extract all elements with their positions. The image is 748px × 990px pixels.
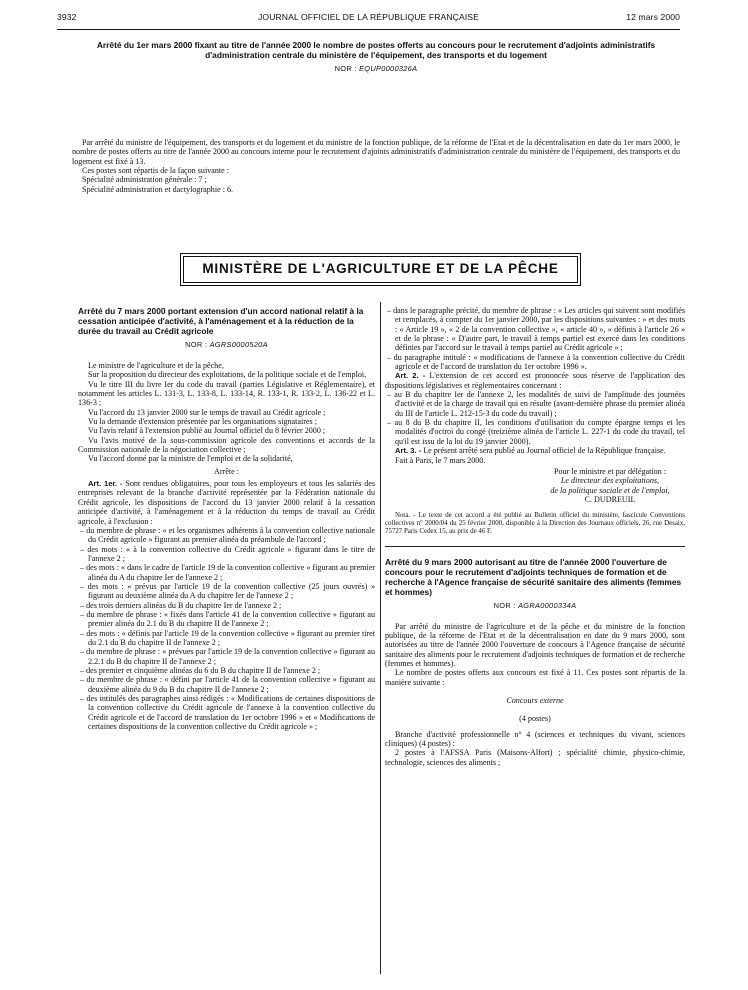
article-text: Le présent arrêté sera publié au Journal officiel de la République française. [423,446,666,456]
paragraph: Vu l'accord du 13 janvier 2000 sur le temps de travail au Crédit agricole ; [88,407,326,417]
article-text: L'extension de cet accord est prononcée sous réserve de l'application des dispositions législatives et réglementaires concernant : [385,371,685,390]
list-item: – du membre de phrase : « prévues par l'article 19 de la convention collective » figurant au 2.2.1 du B du chapitre II de l'annexe 2 ; [80,647,375,666]
paragraph: Spécialité administration générale : 7 ; [82,175,207,185]
list-item-text: des mots : « dans le cadre de l'article 19 de la convention collective » figurant au premier alinéa du A du chapitre Ier de l'annexe 2 ; [86,563,375,582]
nor-reference [72,64,680,73]
journal-title: JOURNAL OFFICIEL DE LA RÉPUBLIQUE FRANÇAISE [258,12,479,22]
paragraph: Sur la proposition du directeur des exploitations, de la politique sociale et de l'emploi, [88,370,367,380]
list-item: – du paragraphe intitulé : « modifications de l'annexe à la convention collective du Crédit agricole et de l'accord de translation du 1er octobre 1996 ». [387,352,685,372]
list-item-text: du membre de phrase : « fixés dans l'article 41 de la convention collective » figurant au premier alinéa du 2.1 du B du chapitre II de l'annexe 2 ; [86,609,376,629]
list-item-text: au 8 du B du chapitre II, les conditions d'utilisation du compte épargne temps et les modalités d'octroi du congé (treizième alinéa de l'article L. 227-1 du code du travail, tel qu'il est issu de la loi du 19 janvier 2000). [394,418,685,446]
list-item: – au 8 du B du chapitre II, les conditions d'utilisation du compte épargne temps et les modalités d'octroi du congé (treizième alinéa de l'article L. 227-1 du code du travail, tel qu'il est issu de la loi du 19 janvier 2000). [387,418,685,446]
running-header [57,12,680,26]
list-item-text: des intitulés des paragraphes ainsi rédigés : « Modifications de certaines dispositions de la convention collective du Crédit agricole de l'annexe à la convention collective du Crédit agricole et de l'accord de translation du 1er octobre 1996 » et « Modifications de certaines dispositions de la convention collective du Crédit agricole » ; [86,694,375,732]
nor-code: AGRA0000334A [518,600,577,610]
list-item: – du membre de phrase : « défini par l'article 41 de la convention collective » figurant au deuxième alinéa du 9 du B du chapitre II de l'annexe 2 ; [80,675,375,694]
article-text: Sont rendues obligatoires, pour tous les employeurs et tous les salariés des entreprises relevant de la branche d'activité représentée par la Fédération nationale du Crédit agricole, les dispositions de l'accord du 13 janvier 2000 relatif à la cessation anticipée d'activité, à l'aménagement et à la réduction du temps de travail au Crédit agricole, à l'exclusion : [78,479,375,526]
list-item-text: au B du chapitre Ier de l'annexe 2, les modalités de suivi de l'amplitude des journées d'activité et de la charge de travail qui en résulte (avant-dernière phrase du premier alinéa du III de l'article L. 212-15-3 du code du travail) ; [394,390,685,418]
list-item: – au B du chapitre Ier de l'annexe 2, les modalités de suivi de l'amplitude des journées d'activité et de la charge de travail qui en résulte (avant-dernière phrase du premier alinéa du III de l'article L. 212-15-3 du code du travail) ; [387,390,685,418]
article-label: Art. 1er. - [88,479,123,489]
section-title: Concours externe [506,695,564,705]
list-item-text: des mots : « prévus par l'article 19 de la convention collective (25 jours ouvrés) » figurant au deuxième alinéa du A du chapitre Ier de l'annexe 2 ; [87,581,375,601]
nota: Nota. - Le texte de cet accord a été publié au Bulletin officiel du ministère, fascicule Conventions collectives n° 2000/04 du 25 février 2000, disponible à la Direction des Journaux officiels, 26, rue Desaix, 75727 Paris Cedex 15, au prix de 46 F. [385,512,685,536]
list-item: – des trois derniers alinéas du B du chapitre Ier de l'annexe 2 ; [80,600,282,610]
arrete-label: Arrête : [214,466,239,476]
signature-line: Le directeur des exploitations, [560,476,660,486]
paragraph: Par arrêté du ministre de l'équipement, des transports et du logement et du ministre de la fonction publique, de la réforme de l'Etat et de la décentralisation en date du 1er mars 2000, le nombre de postes offerts au titre de l'année 2000 au concours interne pour le recrutement d'ajoints administratifs d'administration centrale du ministère de l'équipement, des transports et du logement est fixé à 13. [72,138,680,166]
article-3 [385,446,685,455]
page-number: 3932 [57,12,77,22]
nor-code: EQUP0000326A [359,64,418,73]
paragraph: Le nombre de postes offerts aux concours est fixé à 11. Ces postes sont répartis de la manière suivante : [385,668,685,687]
paragraph: Vu l'avis motivé de la sous-commission agricole des conventions et accords de la Commission nationale de la négociation collective ; [78,435,375,455]
list-item-text: du membre de phrase : « défini par l'article 41 de la convention collective » figurant au deuxième alinéa du 9 du B du chapitre II de l'annexe 2 ; [86,675,375,694]
paragraph: 2 postes à l'AFSSA Paris (Maisons-Alfort) ; spécialité chimie, physico-chimie, technologie, sciences des aliments ; [385,748,685,767]
issue-date: 12 mars 2000 [626,12,680,22]
paragraph: Par arrêté du ministre de l'agriculture et de la pêche et du ministre de la fonction publique, de la réforme de l'Etat et de la décentralisation en date du 9 mars 2000, sont autorisées au titre de l'année 2000 l'ouverture de concours à l'Agence française de sécurité sanitaire des aliments pour le recrutement d'adjoints techniques de formation et de recherche (femmes et hommes). [385,621,685,668]
article-2 [385,371,685,390]
decree-body [78,361,375,731]
list-item: – des intitulés des paragraphes ainsi rédigés : « Modifications de certaines dispositions de la convention collective du Crédit agricole de l'annexe à la convention collective du Crédit agricole et de l'accord de translation du 1er octobre 1996 » et « Modifications de certaines dispositions de la convention collective du Crédit agricole » ; [80,694,375,732]
paragraph: Branche d'activité professionnelle n° 4 (sciences et techniques du vivant, sciences cliniques) (4 postes) : [385,729,685,748]
list-item-text: du membre de phrase : « et les organismes adhérents à la convention collective nationale du Crédit agricole » figurant au premier alinéa du préambule de l'accord ; [86,525,375,545]
signature-line: de la politique sociale et de l'emploi, [550,485,670,495]
article-1 [78,479,375,526]
decree-title: Arrêté du 9 mars 2000 autorisant au titre de l'année 2000 l'ouverture de concours pour le recrutement d'adjoints techniques de formation et de recherche à l'Agence française de sécurité sanitaire des aliments (femmes et hommes) [385,556,682,597]
decree-body-continued [385,306,685,537]
decree-title: Arrêté du 1er mars 2000 fixant au titre de l'année 2000 le nombre de postes offerts au concours pour le recrutement d'adjoints administratifs d'administration centrale du ministère de l'équipement, des transports et du logement [96,40,656,60]
nor-code: AGRS0000520A [209,340,268,349]
paragraph: Vu le titre III du livre Ier du code du travail (parties Législative et Réglementaire), et notamment les articles L. 131-3, L. 133-8, L. 133-14, R. 133-1, R. 133-2, L. 136-22 et L. 136-3 ; [78,379,375,408]
nor-reference [78,340,375,349]
list-item-text: du membre de phrase : « prévues par l'article 19 de la convention collective » figurant au 2.2.1 du B du chapitre II de l'annexe 2 ; [86,647,375,666]
paragraph: Spécialité administration et dactylographie : 6. [82,184,234,194]
list-item-text: des mots : « à la convention collective du Crédit agricole » figurant dans le titre de l'annexe 2 ; [87,544,375,563]
ministry-heading-box [183,256,578,283]
decree-body [385,622,685,767]
article-label: Art. 3. - [395,446,422,456]
done-at: Fait à Paris, le 7 mars 2000. [395,455,486,465]
article-label: Art. 2. - [395,371,426,381]
nor-label: NOR : [493,600,516,610]
list-item-text: des mots : « définis par l'article 19 de la convention collective » figurant au premier tiret du 2.1 du B du chapitre II de l'annexe 2 ; [86,628,375,647]
signature-line: Pour le ministre et par délégation : [554,466,666,476]
signatory-name: C. DUDREUIL [584,494,636,504]
list-item: – du membre de phrase : « et les organismes adhérents à la convention collective nationale du Crédit agricole » figurant au premier alinéa du préambule de l'accord ; [80,525,375,545]
ministry-heading: MINISTÈRE DE L'AGRICULTURE ET DE LA PÊCHE [202,261,559,276]
left-column [78,306,375,731]
list-item: – des mots : « dans le cadre de l'article 19 de la convention collective » figurant au premier alinéa du A du chapitre Ier de l'annexe 2 ; [80,563,375,582]
list-item: – des mots : « définis par l'article 19 de la convention collective » figurant au premier tiret du 2.1 du B du chapitre II de l'annexe 2 ; [80,628,375,647]
list-item-text: des premier et cinquième alinéas du 6 du B du chapitre II de l'annexe 2 ; [86,666,321,675]
signature-block [535,467,685,504]
decree-title: Arrêté du 7 mars 2000 portant extension d'un accord national relatif à la cessation anticipée d'activité, à l'aménagement et à la réduction de la durée du travail au Crédit agricole [78,306,364,336]
list-item-text: des trois derniers alinéas du B du chapitre Ier de l'annexe 2 ; [86,600,282,610]
list-item: – dans le paragraphe précité, du membre de phrase : « Les articles qui suivent sont modifiés et remplacés, à compter du 1er janvier 2000, par les dispositions suivantes : » et des mots : « Article 19 », « 2 de la convention collective », « article 40 », « définis à l'article 26 » et de la phrase : « D'autre part, le travail à temps partiel est exercé dans les conditions définies par l'accord sur le travail à temps partiel au Crédit agricole » ; [387,306,686,353]
list-item: – des mots : « à la convention collective du Crédit agricole » figurant dans le titre de l'annexe 2 ; [80,544,375,563]
decree-equipement-body [72,138,680,194]
section-divider [385,546,685,547]
list-item: – des mots : « prévus par l'article 19 de la convention collective (25 jours ouvrés) » figurant au deuxième alinéa du A du chapitre Ier de l'annexe 2 ; [80,581,375,601]
paragraph: Vu la demande d'extension présentée par les organisations signataires ; [88,417,317,427]
list-item-text: dans le paragraphe précité, du membre de phrase : « Les articles qui suivent sont modifiés et remplacés, à compter du 1er janvier 2000, par les dispositions suivantes : » et des mots : « Article 19 », « 2 de la convention collective », « article 40 », « définis à l'article 26 » et de la phrase : « D'autre part, le travail à temps partiel est exercé dans les conditions définies par l'accord sur le travail à temps partiel au Crédit agricole » ; [393,306,686,353]
paragraph: Ces postes sont répartis de la façon suivante : [82,166,229,176]
paragraph: Vu l'avis relatif à l'extension publié au Journal officiel du 8 février 2000 ; [88,426,326,436]
list-item-text: du paragraphe intitulé : « modifications de l'annexe à la convention collective du Crédit agricole et de l'accord de translation du 1er octobre 1996 ». [393,352,685,372]
section-count: (4 postes) [519,714,551,724]
nor-reference [385,601,685,610]
right-column [385,306,685,767]
nor-label: NOR : [185,340,208,349]
decree-equipement [72,40,680,73]
paragraph: Vu l'accord donné par la ministre de l'emploi et de la solidarité, [88,454,293,464]
paragraph: Le ministre de l'agriculture et de la pêche, [88,361,224,370]
column-divider [380,302,381,974]
list-item: – du membre de phrase : « fixés dans l'article 41 de la convention collective » figurant au premier alinéa du 2.1 du B du chapitre II de l'annexe 2 ; [80,609,376,629]
nor-label: NOR : [334,64,357,73]
header-rule [57,29,680,30]
list-item: – des premier et cinquième alinéas du 6 du B du chapitre II de l'annexe 2 ; [80,666,321,675]
